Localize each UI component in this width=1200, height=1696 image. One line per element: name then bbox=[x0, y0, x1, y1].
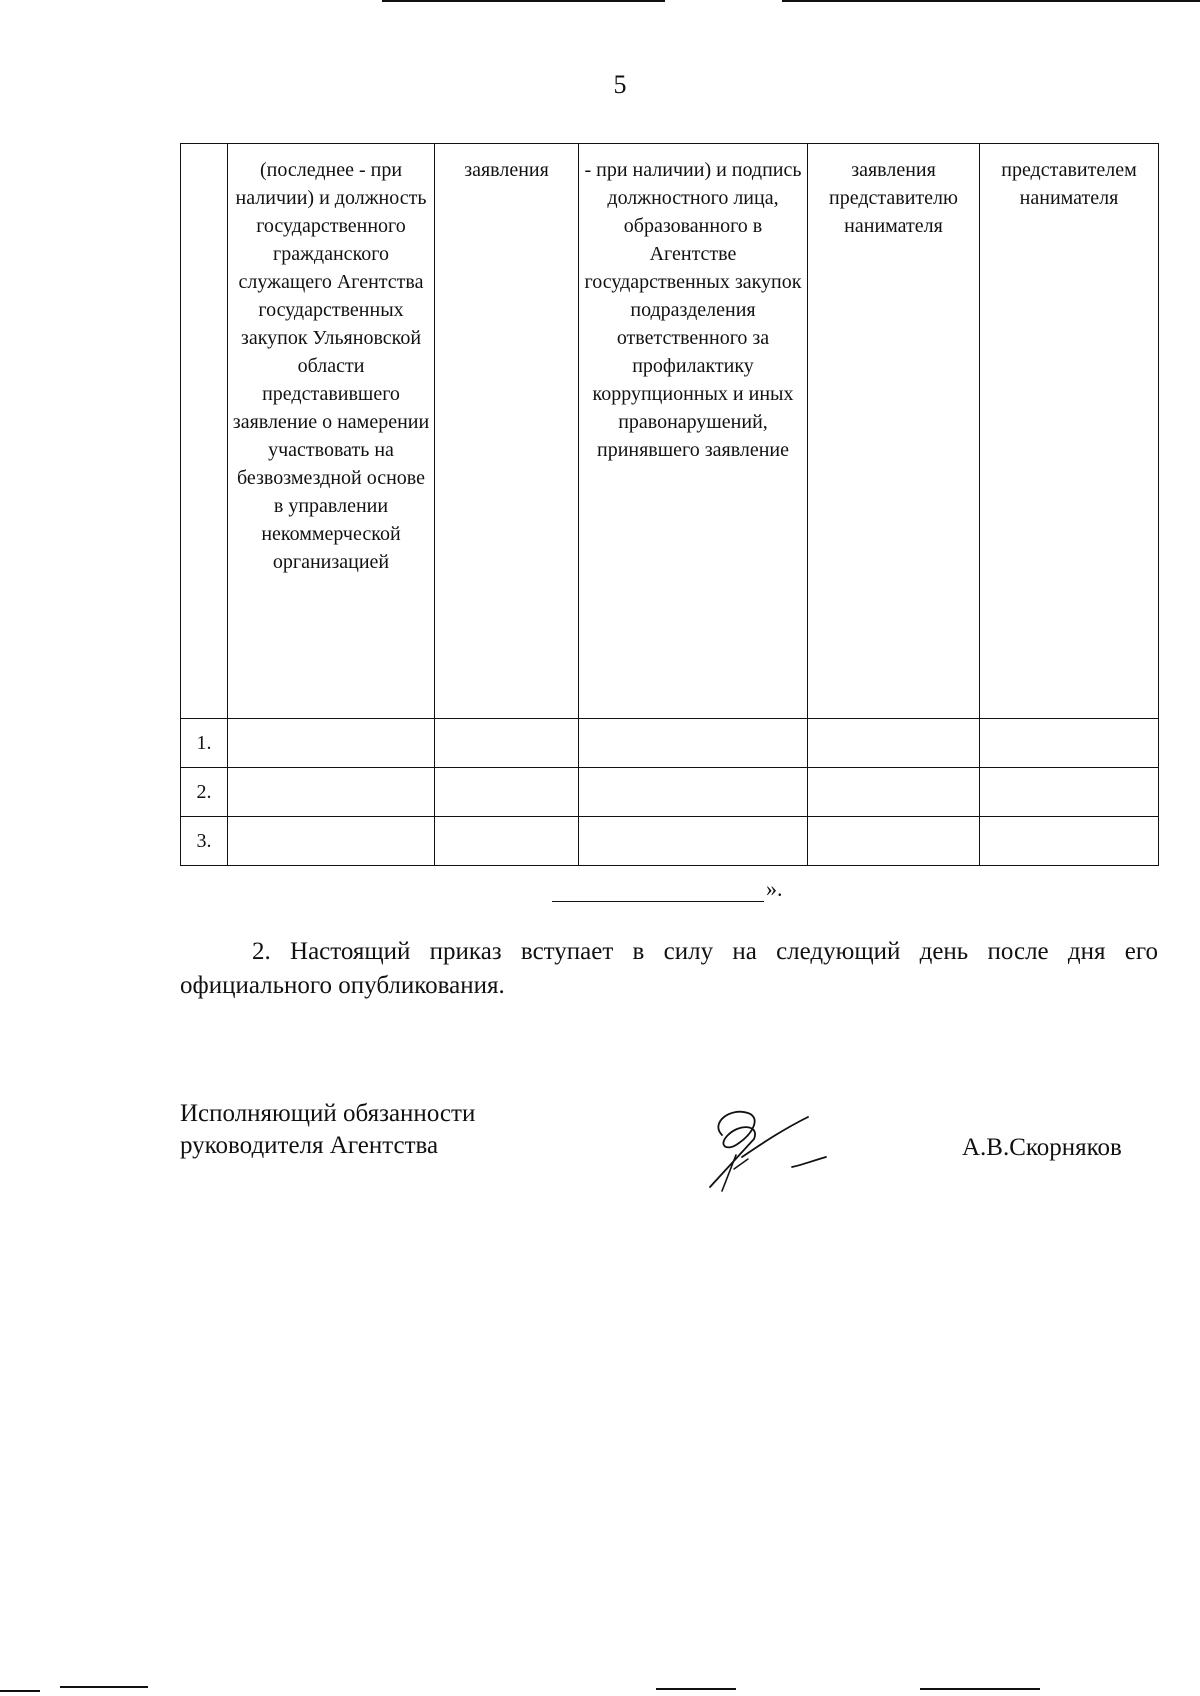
table-cell bbox=[579, 768, 808, 817]
table-cell bbox=[980, 817, 1159, 866]
scan-edge-bottom bbox=[60, 1686, 148, 1688]
table-cell bbox=[228, 817, 435, 866]
table-cell bbox=[808, 768, 980, 817]
signer-name: А.В.Скорняков bbox=[962, 1134, 1122, 1161]
table-cell bbox=[435, 817, 579, 866]
scan-edge-top bbox=[382, 0, 665, 2]
page-number: 5 bbox=[613, 70, 627, 99]
table-row bbox=[181, 817, 1159, 866]
effective-date-paragraph: 2. Настоящий приказ вступает в силу на следующий день после дня его официального опубликования. bbox=[180, 938, 1158, 999]
table-cell bbox=[435, 719, 579, 768]
table-cell bbox=[808, 719, 980, 768]
scan-edge-bottom bbox=[656, 1688, 736, 1690]
handwritten-signature bbox=[700, 1095, 830, 1195]
table-cell bbox=[228, 768, 435, 817]
blank-underline bbox=[552, 879, 764, 902]
header-cell-employer: представителем нанимателя bbox=[980, 144, 1159, 719]
scan-edge-bottom bbox=[920, 1688, 1040, 1690]
header-cell-employee: (последнее - при наличии) и должность государственного гражданского служащего Агентства государственных закупок Ульяновской области представившего заявление о намерении участвовать на безвозмездной основе в управлении некоммерческой организацией bbox=[228, 144, 435, 719]
table-row bbox=[181, 768, 1159, 817]
table-cell bbox=[980, 768, 1159, 817]
table-cell bbox=[980, 719, 1159, 768]
scan-edge-top bbox=[782, 0, 1200, 2]
header-cell-official: - при наличии) и подпись должностного лица, образованного в Агентстве государственных закупок подразделения ответственного за профилактику коррупционных и иных правонарушений, принявшего заявление bbox=[579, 144, 808, 719]
table-cell bbox=[435, 768, 579, 817]
registration-table bbox=[180, 143, 1159, 866]
header-cell-number bbox=[181, 144, 228, 719]
row-number: 1. bbox=[181, 719, 228, 768]
table-header-row bbox=[181, 144, 1159, 719]
table-cell bbox=[579, 817, 808, 866]
header-cell-submission: заявления представителю нанимателя bbox=[808, 144, 980, 719]
closing-line bbox=[552, 876, 783, 902]
signer-title-line-1: Исполняющий обязанности bbox=[180, 1100, 476, 1127]
table-row bbox=[181, 719, 1159, 768]
row-number: 3. bbox=[181, 817, 228, 866]
table-cell bbox=[808, 817, 980, 866]
table-cell bbox=[579, 719, 808, 768]
header-cell-application: заявления bbox=[435, 144, 579, 719]
scan-edge-bottom bbox=[0, 1690, 40, 1692]
row-number: 2. bbox=[181, 768, 228, 817]
signer-title bbox=[180, 1098, 475, 1162]
table-cell bbox=[228, 719, 435, 768]
closing-quote: ». bbox=[766, 876, 783, 901]
signer-title-line-2: руководителя Агентства bbox=[180, 1132, 439, 1159]
